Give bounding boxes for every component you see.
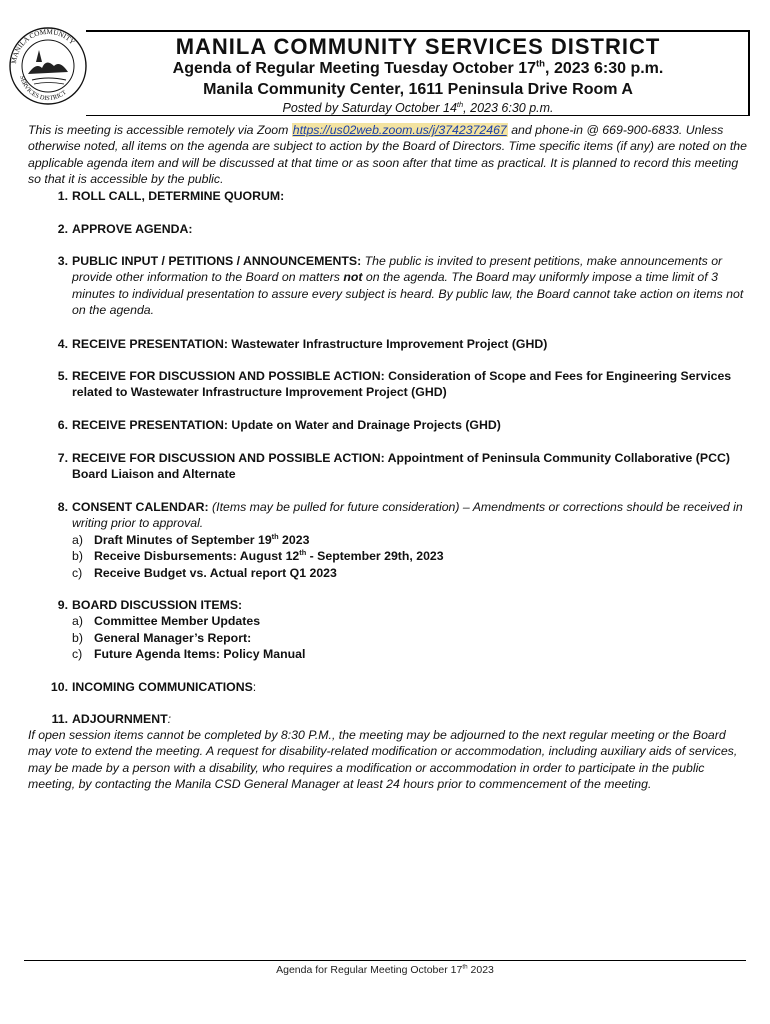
intro-paragraph: This is meeting is accessible remotely via Zoom https://us02web.zoom.us/j/3742372467 and phone-in @ 669-900-6833. Unless otherwise noted, all items on the agenda are subject to action by the Board of Directors. Time specific items (if any) are noted on the applicable agenda item and will be discussed at that time or as soon after that time as practical. It is planned to record this meeting so that it is accessible by the public. <box>28 123 747 187</box>
posted-date: Posted by Saturday October 14th, 2023 6:30 p.m. <box>282 99 554 115</box>
district-seal-logo <box>6 22 90 106</box>
discussion-item-a: a) Committee Member Updates <box>72 614 261 629</box>
closing-paragraph: If open session items cannot be completed by 8:30 P.M., the meeting may be adjourned to the next regular meeting or the Board may vote to extend the meeting. A request for disability-related modification or accommodation, including auxiliary aids of services, may be made by a person with a disability, who requires a modification or accommodation in order to participate in the public meeting, by contacting the Manila CSD General Manager at least 24 hours prior to commencement of the meeting. <box>28 728 738 792</box>
zoom-link[interactable]: https://us02web.zoom.us/j/3742372467 <box>292 123 507 137</box>
meeting-location: Manila Community Center, 1611 Peninsula Drive Room A <box>203 81 633 98</box>
organization-title: MANILA COMMUNITY SERVICES DISTRICT <box>175 34 661 59</box>
svg-text:SERVICES DISTRICT: SERVICES DISTRICT <box>18 74 68 103</box>
consent-item-c: c) Receive Budget vs. Actual report Q1 2023 <box>72 565 337 580</box>
svg-text:MANILA COMMUNITY: MANILA COMMUNITY <box>9 27 77 65</box>
consent-item-a: a) Draft Minutes of September 19th 2023 <box>72 531 310 547</box>
page-footer: Agenda for Regular Meeting October 17th 2023 <box>276 963 494 976</box>
consent-item-b: b) Receive Disbursements: August 12th - September 29th, 2023 <box>72 548 444 564</box>
footer-divider <box>24 960 746 961</box>
discussion-item-c: c) Future Agenda Items: Policy Manual <box>72 647 306 662</box>
meeting-title: Agenda of Regular Meeting Tuesday October 17th, 2023 6:30 p.m. <box>172 58 664 77</box>
discussion-item-b: b) General Manager’s Report: <box>72 630 252 645</box>
